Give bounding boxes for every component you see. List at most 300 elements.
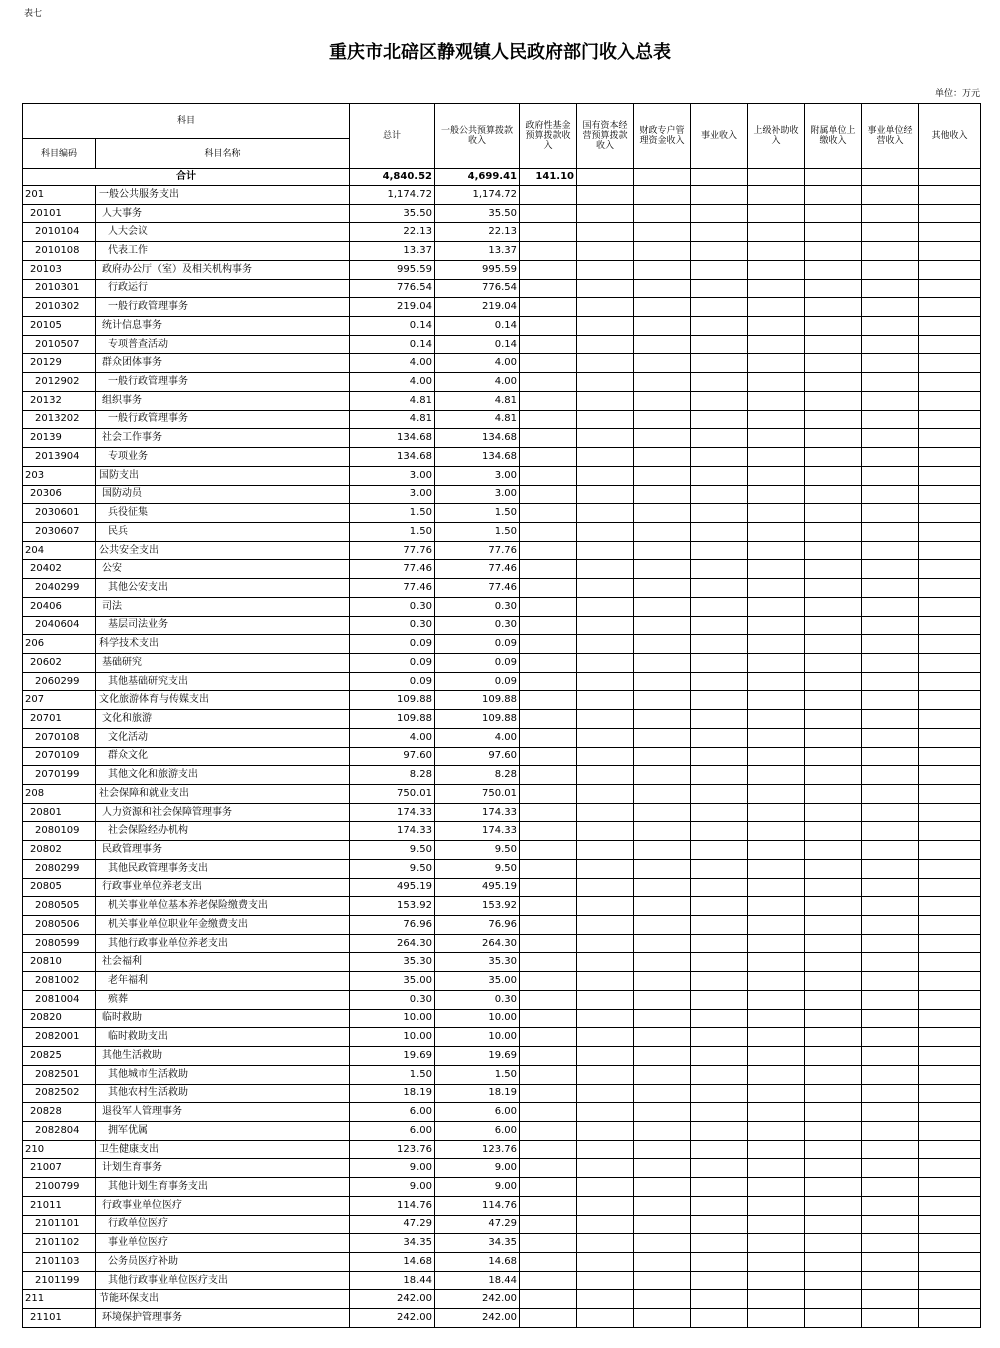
subject-code: 2101102: [23, 1234, 96, 1253]
total-cell: 76.96: [350, 916, 435, 935]
empty-cell: [634, 672, 691, 691]
empty-cell: [577, 616, 634, 635]
empty-cell: [691, 710, 748, 729]
general-budget-cell: 242.00: [435, 1290, 520, 1309]
empty-cell: [919, 597, 981, 616]
empty-cell: [691, 972, 748, 991]
subject-code: 20139: [23, 429, 96, 448]
empty-cell: [862, 1084, 919, 1103]
empty-cell: [805, 878, 862, 897]
empty-cell: [919, 822, 981, 841]
subject-name: 节能环保支出: [96, 1290, 350, 1309]
general-budget-cell: 14.68: [435, 1252, 520, 1271]
subject-code: 2080299: [23, 859, 96, 878]
general-budget-cell: 995.59: [435, 260, 520, 279]
empty-cell: [520, 541, 577, 560]
empty-cell: [919, 579, 981, 598]
empty-cell: [577, 1215, 634, 1234]
subject-code: 21101: [23, 1309, 96, 1328]
empty-cell: [577, 204, 634, 223]
empty-cell: [919, 1028, 981, 1047]
empty-cell: [748, 410, 805, 429]
empty-cell: [691, 260, 748, 279]
empty-cell: [862, 298, 919, 317]
empty-cell: [805, 1234, 862, 1253]
empty-cell: [862, 635, 919, 654]
empty-cell: [805, 841, 862, 860]
empty-cell: [691, 1309, 748, 1328]
empty-cell: [691, 934, 748, 953]
empty-cell: [691, 279, 748, 298]
total-cell: 34.35: [350, 1234, 435, 1253]
empty-cell: [919, 485, 981, 504]
empty-cell: [691, 504, 748, 523]
subject-name: 文化活动: [96, 728, 350, 747]
table-row: [23, 204, 981, 223]
empty-cell: [691, 1290, 748, 1309]
empty-cell: [748, 429, 805, 448]
empty-cell: [748, 242, 805, 261]
table-row: [23, 485, 981, 504]
empty-cell: [577, 1178, 634, 1197]
empty-cell: [919, 953, 981, 972]
empty-cell: [805, 747, 862, 766]
empty-cell: [919, 635, 981, 654]
empty-cell: [634, 169, 691, 186]
empty-cell: [919, 859, 981, 878]
empty-cell: [748, 691, 805, 710]
empty-cell: [520, 1290, 577, 1309]
empty-cell: [634, 1215, 691, 1234]
subject-name: 人力资源和社会保障管理事务: [96, 803, 350, 822]
empty-cell: [634, 953, 691, 972]
empty-cell: [691, 186, 748, 205]
empty-cell: [520, 466, 577, 485]
total-cell: 10.00: [350, 1009, 435, 1028]
general-budget-cell: 77.46: [435, 579, 520, 598]
general-budget-cell: 109.88: [435, 691, 520, 710]
empty-cell: [691, 953, 748, 972]
empty-cell: [919, 691, 981, 710]
empty-cell: [691, 1084, 748, 1103]
total-cell: 0.14: [350, 335, 435, 354]
empty-cell: [805, 1140, 862, 1159]
empty-cell: [691, 672, 748, 691]
empty-cell: [919, 186, 981, 205]
general-budget-cell: 22.13: [435, 223, 520, 242]
table-row: [23, 317, 981, 336]
subject-name: 专项普查活动: [96, 335, 350, 354]
empty-cell: [919, 747, 981, 766]
empty-cell: [862, 1065, 919, 1084]
total-cell: 750.01: [350, 785, 435, 804]
empty-cell: [748, 541, 805, 560]
empty-cell: [748, 373, 805, 392]
subject-code: 2030601: [23, 504, 96, 523]
total-cell: 495.19: [350, 878, 435, 897]
general-budget-cell: 0.30: [435, 616, 520, 635]
empty-cell: [577, 242, 634, 261]
empty-cell: [862, 1140, 919, 1159]
subject-code: 2010104: [23, 223, 96, 242]
empty-cell: [634, 934, 691, 953]
subject-name: 统计信息事务: [96, 317, 350, 336]
col-header: 事业收入: [691, 104, 748, 169]
total-cell: 35.00: [350, 972, 435, 991]
table-row: [23, 916, 981, 935]
table-row: [23, 1309, 981, 1328]
table-row: [23, 522, 981, 541]
total-cell: 1.50: [350, 522, 435, 541]
total-cell: 97.60: [350, 747, 435, 766]
empty-cell: [748, 1309, 805, 1328]
subject-name: 人大事务: [96, 204, 350, 223]
total-cell: 19.69: [350, 1047, 435, 1066]
empty-cell: [748, 1140, 805, 1159]
empty-cell: [520, 242, 577, 261]
empty-cell: [634, 1159, 691, 1178]
subject-code: 2070108: [23, 728, 96, 747]
empty-cell: [691, 990, 748, 1009]
general-budget-cell: 9.50: [435, 859, 520, 878]
table-row: [23, 785, 981, 804]
total-row: [23, 169, 981, 186]
subject-code: 201: [23, 186, 96, 205]
empty-cell: [520, 298, 577, 317]
empty-cell: [748, 803, 805, 822]
empty-cell: [634, 1234, 691, 1253]
subject-code: 2040299: [23, 579, 96, 598]
total-cell: 0.30: [350, 990, 435, 1009]
empty-cell: [919, 335, 981, 354]
empty-cell: [748, 504, 805, 523]
empty-cell: [862, 841, 919, 860]
empty-cell: [805, 728, 862, 747]
empty-cell: [862, 653, 919, 672]
empty-cell: [634, 1009, 691, 1028]
empty-cell: [748, 1121, 805, 1140]
empty-cell: [748, 1103, 805, 1122]
empty-cell: [577, 1140, 634, 1159]
empty-cell: [748, 391, 805, 410]
subject-code: 2100799: [23, 1178, 96, 1197]
table-row: [23, 766, 981, 785]
empty-cell: [520, 635, 577, 654]
total-cell: 3.00: [350, 485, 435, 504]
table-row: [23, 1028, 981, 1047]
empty-cell: [748, 653, 805, 672]
empty-cell: [748, 766, 805, 785]
general-budget-cell: 1.50: [435, 504, 520, 523]
total-cell: 35.30: [350, 953, 435, 972]
subject-name: 老年福利: [96, 972, 350, 991]
empty-cell: [520, 204, 577, 223]
empty-cell: [748, 522, 805, 541]
empty-cell: [919, 260, 981, 279]
empty-cell: [919, 541, 981, 560]
empty-cell: [577, 691, 634, 710]
empty-cell: [577, 1196, 634, 1215]
subject-name: 兵役征集: [96, 504, 350, 523]
empty-cell: [634, 841, 691, 860]
empty-cell: [577, 504, 634, 523]
empty-cell: [862, 1121, 919, 1140]
empty-cell: [520, 691, 577, 710]
empty-cell: [748, 1047, 805, 1066]
subject-name: 政府办公厅（室）及相关机构事务: [96, 260, 350, 279]
empty-cell: [805, 1047, 862, 1066]
general-budget-cell: 114.76: [435, 1196, 520, 1215]
subject-code: 20825: [23, 1047, 96, 1066]
subject-name: 行政事业单位医疗: [96, 1196, 350, 1215]
empty-cell: [634, 391, 691, 410]
subject-code: 2013904: [23, 448, 96, 467]
subject-name: 民兵: [96, 522, 350, 541]
empty-cell: [748, 859, 805, 878]
empty-cell: [634, 223, 691, 242]
table-row: [23, 672, 981, 691]
subject-code: 2010507: [23, 335, 96, 354]
empty-cell: [634, 597, 691, 616]
empty-cell: [691, 317, 748, 336]
empty-cell: [520, 1252, 577, 1271]
empty-cell: [805, 672, 862, 691]
empty-cell: [748, 990, 805, 1009]
empty-cell: [577, 1271, 634, 1290]
empty-cell: [748, 448, 805, 467]
empty-cell: [805, 410, 862, 429]
empty-cell: [919, 672, 981, 691]
subject-name: 卫生健康支出: [96, 1140, 350, 1159]
empty-cell: [634, 1065, 691, 1084]
empty-cell: [919, 1309, 981, 1328]
empty-cell: [577, 448, 634, 467]
subject-code: 2080505: [23, 897, 96, 916]
empty-cell: [691, 354, 748, 373]
subject-name: 国防支出: [96, 466, 350, 485]
subject-name: 殡葬: [96, 990, 350, 1009]
empty-cell: [520, 859, 577, 878]
empty-cell: [919, 204, 981, 223]
table-row: [23, 897, 981, 916]
empty-cell: [634, 429, 691, 448]
empty-cell: [634, 1196, 691, 1215]
empty-cell: [805, 859, 862, 878]
empty-cell: [691, 785, 748, 804]
subject-name: 退役军人管理事务: [96, 1103, 350, 1122]
empty-cell: [634, 242, 691, 261]
table-row: [23, 223, 981, 242]
table-row: [23, 279, 981, 298]
empty-cell: [862, 934, 919, 953]
empty-cell: [919, 1290, 981, 1309]
total-cell: 10.00: [350, 1028, 435, 1047]
empty-cell: [691, 1065, 748, 1084]
total-cell: 1.50: [350, 1065, 435, 1084]
empty-cell: [577, 597, 634, 616]
subject-name: 社会保障和就业支出: [96, 785, 350, 804]
empty-cell: [577, 335, 634, 354]
empty-cell: [862, 1009, 919, 1028]
table-row: [23, 1065, 981, 1084]
empty-cell: [862, 972, 919, 991]
table-row: [23, 747, 981, 766]
empty-cell: [805, 169, 862, 186]
empty-cell: [577, 710, 634, 729]
empty-cell: [805, 653, 862, 672]
subject-name: 临时救助: [96, 1009, 350, 1028]
general-budget-cell: 0.14: [435, 335, 520, 354]
col-header: 事业单位经营收入: [862, 104, 919, 169]
table-row: [23, 653, 981, 672]
total-cell: 14.68: [350, 1252, 435, 1271]
empty-cell: [862, 1252, 919, 1271]
subject-code: 2082502: [23, 1084, 96, 1103]
subject-name: 科学技术支出: [96, 635, 350, 654]
empty-cell: [862, 616, 919, 635]
empty-cell: [862, 448, 919, 467]
empty-cell: [862, 897, 919, 916]
table-row: [23, 1215, 981, 1234]
general-budget-cell: 8.28: [435, 766, 520, 785]
col-header: 附属单位上缴收入: [805, 104, 862, 169]
empty-cell: [634, 990, 691, 1009]
general-budget-cell: 3.00: [435, 485, 520, 504]
empty-cell: [520, 1234, 577, 1253]
subject-code: 20802: [23, 841, 96, 860]
table-row: [23, 260, 981, 279]
empty-cell: [862, 186, 919, 205]
total-cell: 1.50: [350, 504, 435, 523]
table-row: [23, 242, 981, 261]
empty-cell: [919, 448, 981, 467]
subject-code: 20101: [23, 204, 96, 223]
table-row: [23, 1084, 981, 1103]
empty-cell: [919, 1065, 981, 1084]
empty-cell: [577, 897, 634, 916]
general-budget-cell: 123.76: [435, 1140, 520, 1159]
empty-cell: [919, 391, 981, 410]
empty-cell: [691, 410, 748, 429]
total-cell: 242.00: [350, 1290, 435, 1309]
empty-cell: [919, 934, 981, 953]
empty-cell: [577, 953, 634, 972]
subject-code: 21011: [23, 1196, 96, 1215]
table-row: [23, 1009, 981, 1028]
empty-cell: [919, 1121, 981, 1140]
empty-cell: [634, 616, 691, 635]
empty-cell: [862, 1215, 919, 1234]
empty-cell: [862, 1028, 919, 1047]
empty-cell: [577, 803, 634, 822]
table-row: [23, 635, 981, 654]
empty-cell: [748, 1196, 805, 1215]
total-cell: 4.81: [350, 391, 435, 410]
general-budget-cell: 18.19: [435, 1084, 520, 1103]
empty-cell: [520, 1028, 577, 1047]
empty-cell: [634, 298, 691, 317]
empty-cell: [805, 204, 862, 223]
empty-cell: [862, 317, 919, 336]
empty-cell: [577, 916, 634, 935]
empty-cell: [691, 298, 748, 317]
empty-cell: [805, 560, 862, 579]
empty-cell: [520, 747, 577, 766]
table-row: [23, 1290, 981, 1309]
empty-cell: [520, 710, 577, 729]
general-budget-cell: 3.00: [435, 466, 520, 485]
empty-cell: [805, 972, 862, 991]
empty-cell: [520, 597, 577, 616]
empty-cell: [577, 298, 634, 317]
empty-cell: [805, 766, 862, 785]
empty-cell: [805, 1196, 862, 1215]
empty-cell: [805, 803, 862, 822]
empty-cell: [691, 522, 748, 541]
empty-cell: [862, 1178, 919, 1197]
empty-cell: [577, 1159, 634, 1178]
empty-cell: [805, 391, 862, 410]
empty-cell: [919, 560, 981, 579]
total-cell: 219.04: [350, 298, 435, 317]
empty-cell: [577, 1121, 634, 1140]
table-number: 表七: [24, 9, 43, 19]
empty-cell: [691, 1271, 748, 1290]
empty-cell: [634, 410, 691, 429]
table-row: [23, 354, 981, 373]
empty-cell: [748, 1234, 805, 1253]
empty-cell: [577, 354, 634, 373]
empty-cell: [919, 373, 981, 392]
empty-cell: [577, 859, 634, 878]
empty-cell: [691, 448, 748, 467]
empty-cell: [691, 822, 748, 841]
empty-cell: [691, 916, 748, 935]
empty-cell: [748, 1009, 805, 1028]
general-budget-cell: 1.50: [435, 1065, 520, 1084]
empty-cell: [862, 878, 919, 897]
subject-name: 一般行政管理事务: [96, 410, 350, 429]
empty-cell: [577, 186, 634, 205]
empty-cell: [919, 728, 981, 747]
empty-cell: [748, 1159, 805, 1178]
empty-cell: [577, 169, 634, 186]
empty-cell: [862, 169, 919, 186]
empty-cell: [634, 1084, 691, 1103]
empty-cell: [634, 1290, 691, 1309]
subject-code: 20402: [23, 560, 96, 579]
empty-cell: [862, 522, 919, 541]
empty-cell: [862, 485, 919, 504]
empty-cell: [862, 1234, 919, 1253]
empty-cell: [691, 466, 748, 485]
total-cell: 1,174.72: [350, 186, 435, 205]
total-cell: 22.13: [350, 223, 435, 242]
empty-cell: [748, 1215, 805, 1234]
subject-name: 环境保护管理事务: [96, 1309, 350, 1328]
subject-code: 2082501: [23, 1065, 96, 1084]
empty-cell: [691, 1103, 748, 1122]
empty-cell: [577, 972, 634, 991]
total-cell: 18.44: [350, 1271, 435, 1290]
general-budget-cell: 10.00: [435, 1009, 520, 1028]
empty-cell: [577, 429, 634, 448]
empty-cell: [862, 1103, 919, 1122]
empty-cell: [634, 1140, 691, 1159]
empty-cell: [691, 1140, 748, 1159]
empty-cell: [577, 522, 634, 541]
subject-code: 20105: [23, 317, 96, 336]
